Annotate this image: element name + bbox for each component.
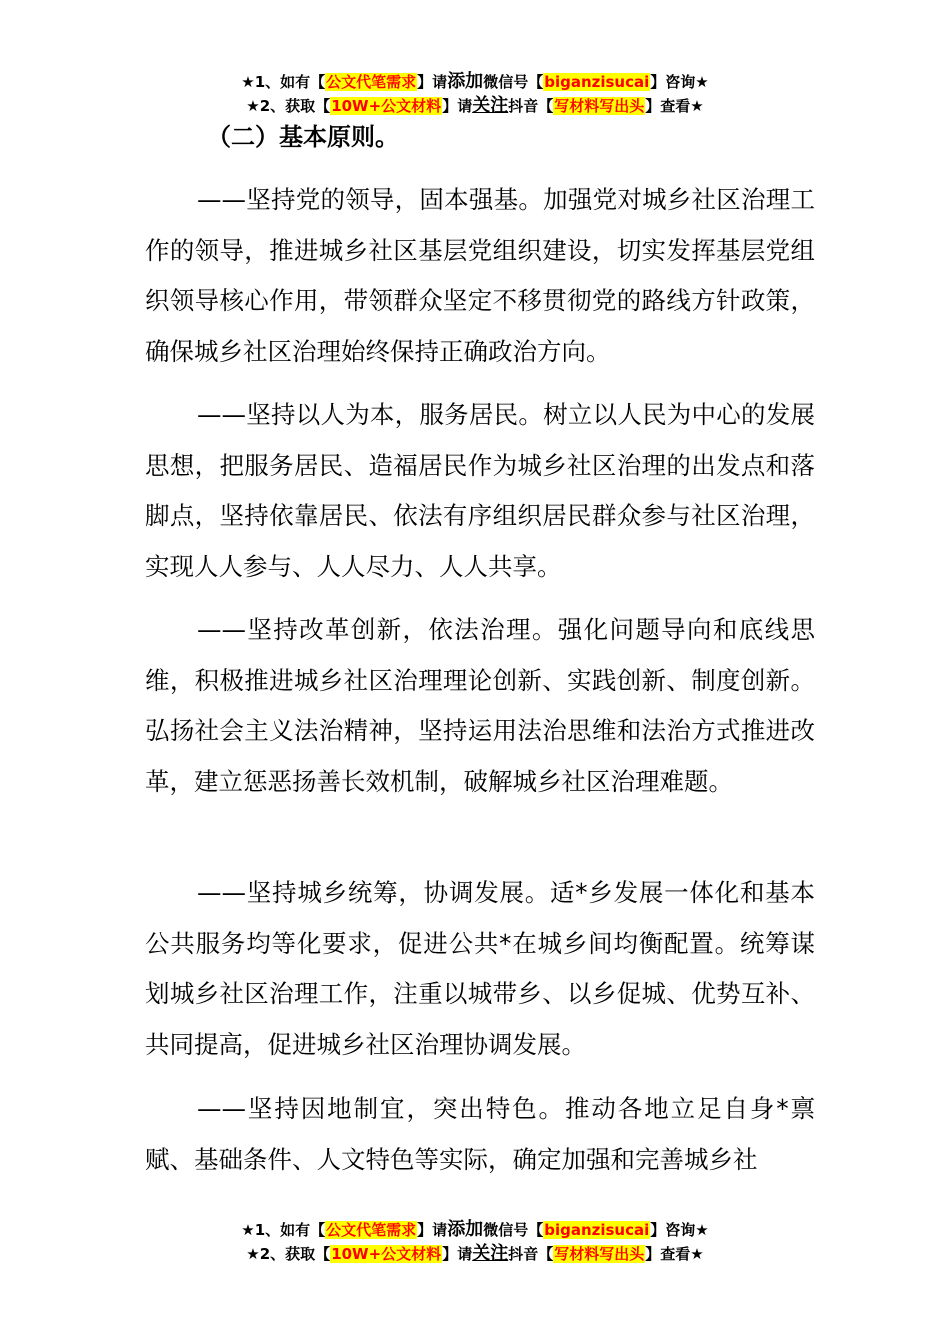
highlight-douyin-account: 写材料写出头 [554,1245,645,1263]
banner-line-1 [0,70,950,94]
footer-banner [0,1218,950,1266]
highlight-service: 公文代笔需求 [326,73,417,91]
banner-text: 】咨询★ [650,73,709,91]
banner-text: 】请 [442,1245,473,1263]
banner-text: 】请 [417,73,448,91]
highlight-materials: 10W+公文材料 [331,1245,442,1263]
banner-emphasis: 添加 [447,71,484,92]
banner-text: 】查看★ [645,1245,704,1263]
header-banner [0,70,950,118]
banner-text: 】请 [417,1221,448,1239]
paragraph-principle-3: ——坚持改革创新，依法治理。强化问题导向和底线思维，积极推进城乡社区治理理论创新、实践创新、制度创新。弘扬社会主义法治精神，坚持运用法治思维和法治方式推进改革，建立惩恶扬善长效机制，破解城乡社区治理难题。 [145,615,815,796]
section-heading: （二）基本原则。 [207,123,399,151]
banner-line-2 [0,1242,950,1266]
banner-text: ★2、获取【 [246,97,331,115]
highlight-wechat-id: biganzisucai [544,73,650,91]
banner-emphasis: 添加 [447,1219,484,1240]
banner-text: 】咨询★ [650,1221,709,1239]
banner-text: 抖音【 [508,97,554,115]
highlight-wechat-id: biganzisucai [544,1221,650,1239]
paragraph-principle-2: ——坚持以人为本，服务居民。树立以人民为中心的发展思想，把服务居民、造福居民作为城乡社区治理的出发点和落脚点，坚持依靠居民、依法有序组织居民群众参与社区治理，实现人人参与、人人尽力、人人共享。 [145,400,815,581]
banner-text: 】请 [442,97,473,115]
highlight-douyin-account: 写材料写出头 [554,97,645,115]
banner-line-1 [0,1218,950,1242]
banner-emphasis: 关注 [472,95,509,116]
highlight-materials: 10W+公文材料 [331,97,442,115]
paragraph-principle-1: ——坚持党的领导，固本强基。加强党对城乡社区治理工作的领导，推进城乡社区基层党组织建设，切实发挥基层党组织领导核心作用，带领群众坚定不移贯彻党的路线方针政策，确保城乡社区治理始终保持正确政治方向。 [145,185,815,366]
banner-line-2 [0,94,950,118]
paragraph-principle-4: ——坚持城乡统筹，协调发展。适*乡发展一体化和基本公共服务均等化要求，促进公共*在城乡间均衡配置。统筹谋划城乡社区治理工作，注重以城带乡、以乡促城、优势互补、共同提高，促进城乡社区治理协调发展。 [145,878,815,1059]
banner-text: ★2、获取【 [246,1245,331,1263]
paragraph-principle-5: ——坚持因地制宜，突出特色。推动各地立足自身*禀赋、基础条件、人文特色等实际，确定加强和完善城乡社 [145,1094,815,1174]
banner-text: 微信号【 [483,1221,544,1239]
banner-text: ★1、如有【 [241,1221,326,1239]
highlight-service: 公文代笔需求 [326,1221,417,1239]
banner-text: 】查看★ [645,97,704,115]
banner-text: 抖音【 [508,1245,554,1263]
banner-emphasis: 关注 [472,1243,509,1264]
banner-text: 微信号【 [483,73,544,91]
banner-text: ★1、如有【 [241,73,326,91]
